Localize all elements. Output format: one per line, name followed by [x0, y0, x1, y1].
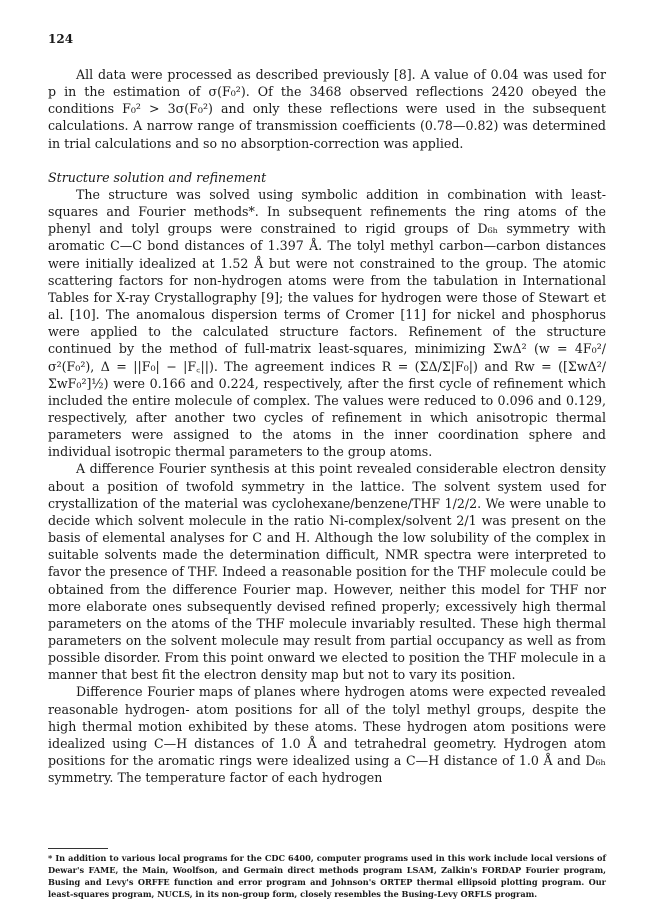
section-heading: Structure solution and refinement [48, 169, 267, 185]
difference-fourier-paragraph: A difference Fourier synthesis at this point revealed considerable electron density about a position of twofold symmetry in the lattice. The solvent system used for crystallization of the material was cyclohexane/benzene/THF 1/2/2. We were unable to decide which solvent molecule in the ratio Ni-complex/solvent 2/1 was present on the basis of elemental analyses for C and H. Although the low solubility of the complex in suitable solvents made the determination difficult, NMR spectra were interpreted to favor the presence of THF. Indeed a reasonable position for the THF molecule could be obtained from the difference Fourier map. However, neither this model for THF nor more elaborate ones subsequently devised refined properly; excessively high thermal parameters on the atoms of the THF molecule invariably resulted. These high thermal parameters on the solvent molecule may result from partial occupancy as well as from possible disorder. From this point onward we elected to position the THF molecule in a manner that best fit the electron density map but not to vary its position. [48, 461, 606, 683]
data-processing-paragraph: All data were processed as described previously [8]. A value of 0.04 was used for p in the estimation of σ(F₀²). Of the 3468 observed reflections 2420 obeyed the conditions F₀² > 3σ(F₀²) and only these reflections were used in the subsequent calculations. A narrow range of transmission coefficients (0.78—0.82) was determined in trial calculations and so no absorption-correction was applied. [48, 67, 606, 151]
hydrogen-atoms-paragraph: Difference Fourier maps of planes where hydrogen atoms were expected revealed reasonable hydrogen- atom positions for all of the tolyl methyl groups, despite the high thermal motion exhibited by these atoms. These hydrogen atom positions were idealized using C—H distances of 1.0 Å and tetrahedral geometry. Hydrogen atom positions for the aromatic rings were idealized using a C—H distance of 1.0 Å and D₆ₕ symmetry. The temperature factor of each hydrogen [48, 684, 606, 786]
structure-solution-paragraph: The structure was solved using symbolic addition in combination with least-squares and Fourier methods*. In subsequent refinements the ring atoms of the phenyl and tolyl groups were constrained to rigid groups of D₆ₕ symmetry with aromatic C—C bond distances of 1.397 Å. The tolyl methyl carbon—carbon distances were initially idealized at 1.52 Å but were not constrained to the group. The atomic scattering factors for non-hydrogen atoms were from the tabulation in International Tables for X-ray Crystallography [9]; the values for hydrogen were those of Stewart et al. [10]. The anomalous dispersion terms of Cromer [11] for nickel and phosphorus were applied to the calculated structure factors. Refinement of the structure continued by the method of full-matrix least-squares, minimizing ΣwΔ² (w = 4F₀²/σ²(F₀²), Δ = ||F₀| − |F꜀||). The agreement indices R = (ΣΔ/Σ|F₀|) and Rw = ([ΣwΔ²/ΣwF₀²]½) were 0.166 and 0.224, respectively, after the first cycle of refinement which included the entire molecule of complex. The values were reduced to 0.096 and 0.129, respectively, after another two cycles of refinement in which anisotropic thermal parameters were assigned to the atoms in the inner coordination sphere and individual isotropic thermal parameters to the group atoms. [48, 186, 606, 460]
footnote: * In addition to various local programs for the CDC 6400, computer programs used in this work include local versions of Dewar's FAME, the Main, Woolfson, and Germain direct methods program LSAM, Zalkin's FORDAP Fourier program, Busing and Levy's ORFFE function and error program and Johnson's ORTEP thermal ellipsoid plotting program. Our least-squares program, NUCLS, in its non-group form, closely resembles the Busing-Levy ORFLS program. [48, 853, 606, 899]
article-body [48, 66, 606, 786]
page-number: 124 [48, 32, 74, 46]
footnote-divider [48, 848, 108, 849]
